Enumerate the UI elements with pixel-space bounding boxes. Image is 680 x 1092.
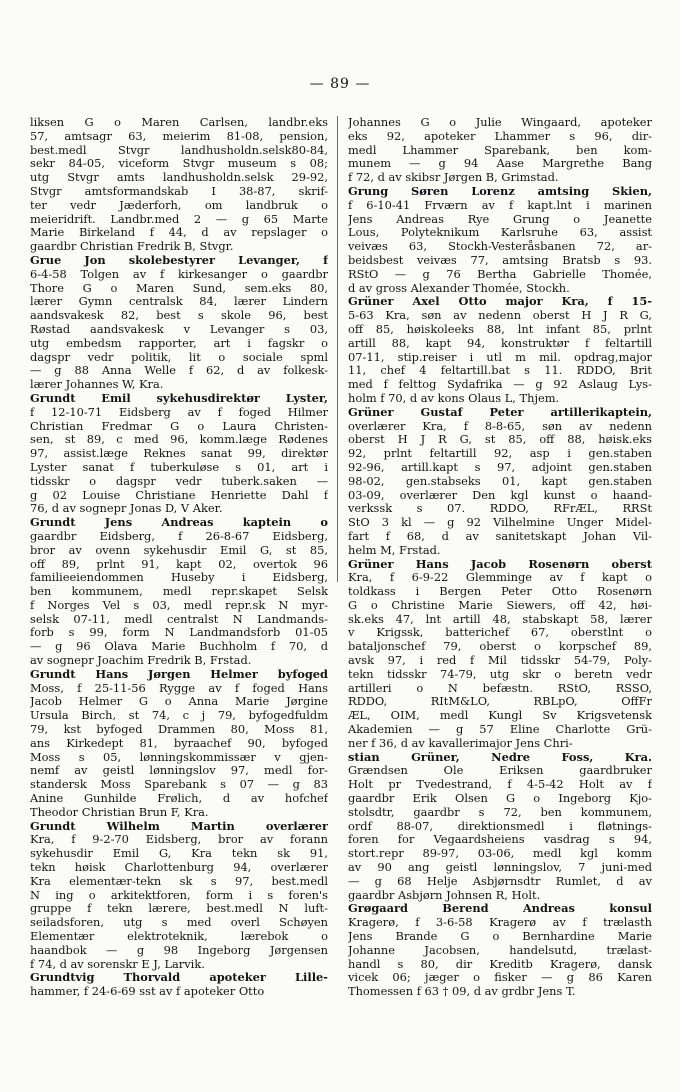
text-line: Holt pr Tvedestrand, f 4-5-42 Holt av f xyxy=(348,778,652,792)
text-line: bataljonschef 79, oberst o korpschef 89, xyxy=(348,640,652,654)
text-line: 92, prlnt feltartill 92, asp i gen.staben xyxy=(348,447,652,461)
text-line: Grundt Emil sykehusdirektør Lyster, xyxy=(30,391,328,405)
text-line: — g 88 Anna Welle f 62, d av folkesk- xyxy=(30,364,328,378)
text-line: ans Kirkedept 81, byraachef 90, byfoged xyxy=(30,736,328,750)
text-line: ordf 88-07, direktionsmedl i fløtnings- xyxy=(348,819,652,833)
text-line: Lous, Polyteknikum Karlsruhe 63, assist xyxy=(348,226,652,240)
text-line: G o Christine Marie Siewers, off 42, høi- xyxy=(348,598,652,612)
text-line: Elementær elektroteknik, lærebok o xyxy=(30,930,328,944)
text-line: f 6-10-41 Frværn av f kapt.lnt i marinen xyxy=(348,198,652,212)
text-line: handl s 80, dir Kreditb Kragerø, dansk xyxy=(348,957,652,971)
text-line: vicek 06; jæger o fisker — g 86 Karen xyxy=(348,971,652,985)
text-line: Thore G o Maren Sund, sem.eks 80, xyxy=(30,281,328,295)
text-line: N ing o arkitektforen, form i s foren's xyxy=(30,888,328,902)
text-line: Kra, f 9-2-70 Eidsberg, bror av forann xyxy=(30,833,328,847)
text-line: stolsdtr, gaardbr s 72, ben kommunem, xyxy=(348,805,652,819)
column-divider xyxy=(337,116,338,582)
text-line: Christian Fredmar G o Laura Christen- xyxy=(30,419,328,433)
text-line: f 74, d av sorenskr E J, Larvik. xyxy=(30,957,205,971)
text-line: holm f 70, d av kons Olaus L, Thjem. xyxy=(348,391,560,405)
text-line: Grundtvig Thorvald apoteker Lille- xyxy=(30,971,328,985)
text-line: g 02 Louise Christiane Henriette Dahl f xyxy=(30,488,328,502)
text-line: tekn tidsskr 74-79, utg skr o beretn vedr xyxy=(348,667,652,681)
text-line: Grøgaard Berend Andreas konsul xyxy=(348,902,652,916)
text-line: veivæs 63, Stockh-Vesteråsbanen 72, ar- xyxy=(348,240,652,254)
text-line: 76, d av sognepr Jonas D, V Aker. xyxy=(30,502,223,516)
text-line: tidsskr o dagspr vedr tuberk.saken — xyxy=(30,474,328,488)
text-line: off 85, høiskoleeks 88, lnt infant 85, prlnt xyxy=(348,322,652,336)
text-line: bror av ovenn sykehusdir Emil G, st 85, xyxy=(30,543,328,557)
text-line: gaardbr Eidsberg, f 26-8-67 Eidsberg, xyxy=(30,529,328,543)
text-line: ben kommunem, medl repr.skapet Selsk xyxy=(30,585,328,599)
text-line: Marie Birkeland f 44, d av repslager o xyxy=(30,226,328,240)
text-line: verkssk s 07. RDDO, RFrÆL, RRSt xyxy=(348,502,652,516)
text-line: v Krigssk, batterichef 67, oberstlnt o xyxy=(348,626,652,640)
text-line: helm M, Frstad. xyxy=(348,543,441,557)
text-line: overlærer Kra, f 8-8-65, søn av nedenn xyxy=(348,419,652,433)
text-line: standersk Moss Sparebank s 07 — g 83 xyxy=(30,778,328,792)
text-line: utg Stvgr amts landhusholdn.selsk 29-92, xyxy=(30,171,328,185)
text-line: sekr 84-05, viceform Stvgr museum s 08; xyxy=(30,157,328,171)
text-line: av 90 ang geistl lønningslov, 7 juni-med xyxy=(348,861,652,875)
text-line: eks 92, apoteker Lhammer s 96, dir- xyxy=(348,129,652,143)
text-line: 98-02, gen.stabseks 01, kapt gen.staben xyxy=(348,474,652,488)
text-line: Kra elementær-tekn sk s 97, best.medl xyxy=(30,874,328,888)
text-line: Moss s 05, lønningskommissær v gjen- xyxy=(30,750,328,764)
text-line: meieridrift. Landbr.med 2 — g 65 Marte xyxy=(30,212,328,226)
text-line: — g 96 Olava Marie Buchholm f 70, d xyxy=(30,640,328,654)
text-line: nemf av geistl lønningslov 97, medl for- xyxy=(30,764,328,778)
text-line: gaardbr Asbjørn Johnsen R, Holt. xyxy=(348,888,541,902)
text-line: gruppe f tekn lærere, best.medl N luft- xyxy=(30,902,328,916)
text-line: Kra, f 6-9-22 Glemminge av f kapt o xyxy=(348,571,652,585)
text-line: Thomessen f 63 † 09, d av grdbr Jens T. xyxy=(348,985,576,999)
text-line: 5-63 Kra, søn av nedenn oberst H J R G, xyxy=(348,309,652,323)
text-line: ter vedr Jæderforh, om landbruk o xyxy=(30,198,328,212)
text-line: Grundt Wilhelm Martin overlærer xyxy=(30,819,328,833)
text-line: 6-4-58 Tolgen av f kirkesanger o gaardbr xyxy=(30,267,328,281)
text-line: toldkass i Bergen Peter Otto Rosenørn xyxy=(348,585,652,599)
text-line: Akademien — g 57 Eline Charlotte Grü- xyxy=(348,723,652,737)
text-line: fart f 68, d av sanitetskapt Johan Vil- xyxy=(348,529,652,543)
text-line: Johanne Jacobsen, handelsutd, trælast- xyxy=(348,943,652,957)
text-line: med f felttog Sydafrika — g 92 Aslaug Lys- xyxy=(348,378,652,392)
text-line: oberst H J R G, st 85, off 88, høisk.eks xyxy=(348,433,652,447)
text-line: selsk 07-11, medl centralst N Landmands- xyxy=(30,612,328,626)
text-line: Grung Søren Lorenz amtsing Skien, xyxy=(348,184,652,198)
left-column xyxy=(30,116,328,1076)
text-line: Jens Andreas Rye Grung o Jeanette xyxy=(348,212,652,226)
text-line: beidsbest veivæs 77, amtsing Bratsb s 93. xyxy=(348,253,652,267)
text-line: Grüner Hans Jacob Rosenørn oberst xyxy=(348,557,652,571)
text-line: 03-09, overlærer Den kgl kunst o haand- xyxy=(348,488,652,502)
text-line: seiladsforen, utg s med overl Schøyen xyxy=(30,916,328,930)
text-line: Lyster sanat f tuberkuløse s 01, art i xyxy=(30,460,328,474)
text-line: lærer Gymn centralsk 84, lærer Lindern xyxy=(30,295,328,309)
text-line: 11, chef 4 feltartill.bat s 11. RDDO, Brit xyxy=(348,364,652,378)
text-line: liksen G o Maren Carlsen, landbr.eks xyxy=(30,116,328,129)
text-line: StO 3 kl — g 92 Vilhelmine Unger Midel- xyxy=(348,516,652,530)
text-line: hammer, f 24-6-69 sst av f apoteker Otto xyxy=(30,985,265,999)
text-line: sykehusdir Emil G, Kra tekn sk 91, xyxy=(30,847,328,861)
text-line: Grundt Jens Andreas kaptein o xyxy=(30,516,328,530)
text-line: medl Lhammer Sparebank, ben kom- xyxy=(348,143,652,157)
text-line: Moss, f 25-11-56 Rygge av f foged Hans xyxy=(30,681,328,695)
text-line: Jacob Helmer G o Anna Marie Jørgine xyxy=(30,695,328,709)
text-line: Grüner Gustaf Peter artillerikaptein, xyxy=(348,405,652,419)
text-line: munem — g 94 Aase Margrethe Bang xyxy=(348,157,652,171)
text-line: Ursula Birch, st 74, c j 79, byfogedfuldm xyxy=(30,709,328,723)
text-line: 92-96, artill.kapt s 97, adjoint gen.staben xyxy=(348,460,652,474)
text-line: Johannes G o Julie Wingaard, apoteker xyxy=(348,116,652,129)
text-line: lærer Johannes W, Kra. xyxy=(30,378,164,392)
text-line: ÆL, OIM, medl Kungl Sv Krigsvetensk xyxy=(348,709,652,723)
text-line: d av gross Alexander Thomée, Stockh. xyxy=(348,281,570,295)
text-line: av sognepr Joachim Fredrik B, Frstad. xyxy=(30,654,252,668)
text-line: Stvgr amtsformandskab I 38-87, skrif- xyxy=(30,184,328,198)
text-line: 79, kst byfoged Drammen 80, Moss 81, xyxy=(30,723,328,737)
text-line: 07-11, stip.reiser i utl m mil. opdrag,major xyxy=(348,350,652,364)
text-line: off 89, prlnt 91, kapt 02, overtok 96 xyxy=(30,557,328,571)
text-line: Anine Gunhilde Frølich, d av hofchef xyxy=(30,792,328,806)
text-line: aandsvakesk 82, best s skole 96, best xyxy=(30,309,328,323)
right-column xyxy=(348,116,652,1076)
text-line: gaardbr Christian Fredrik B, Stvgr. xyxy=(30,240,234,254)
text-line: Grundt Hans Jørgen Helmer byfoged xyxy=(30,667,328,681)
page-number: — 89 — xyxy=(309,76,371,92)
text-line: Røstad aandsvakesk v Levanger s 03, xyxy=(30,322,328,336)
text-line: Grændsen Ole Eriksen gaardbruker xyxy=(348,764,652,778)
text-line: sen, st 89, c med 96, komm.læge Rødenes xyxy=(30,433,328,447)
text-line: Grüner Axel Otto major Kra, f 15- xyxy=(348,295,652,309)
text-line: RStO — g 76 Bertha Gabrielle Thomée, xyxy=(348,267,652,281)
text-line: sk.eks 47, lnt artill 48, stabskapt 58, lærer xyxy=(348,612,652,626)
text-line: gaardbr Erik Olsen G o Ingeborg Kjo- xyxy=(348,792,652,806)
text-line: stian Grüner, Nedre Foss, Kra. xyxy=(348,750,652,764)
text-line: ner f 36, d av kavallerimajor Jens Chri- xyxy=(348,736,573,750)
text-line: f 72, d av skibsr Jørgen B, Grimstad. xyxy=(348,171,559,185)
text-line: 57, amtsagr 63, meierim 81-08, pension, xyxy=(30,129,328,143)
text-line: tekn høisk Charlottenburg 94, overlærer xyxy=(30,861,328,875)
text-line: Kragerø, f 3-6-58 Kragerø av f trælasth xyxy=(348,916,652,930)
text-line: RDDO, RItM&LO, RBLpO, OffFr xyxy=(348,695,652,709)
text-line: utg embedsm rapporter, art i fagskr o xyxy=(30,336,328,350)
text-line: familieeiendommen Huseby i Eidsberg, xyxy=(30,571,328,585)
text-line: haandbok — g 98 Ingeborg Jørgensen xyxy=(30,943,328,957)
text-line: Theodor Christian Brun F, Kra. xyxy=(30,805,209,819)
text-line: f 12-10-71 Eidsberg av f foged Hilmer xyxy=(30,405,328,419)
text-line: — g 68 Helje Asbjørnsdtr Rumlet, d av xyxy=(348,874,652,888)
text-line: forb s 99, form N Landmandsforb 01-05 xyxy=(30,626,328,640)
text-line: f Norges Vel s 03, medl repr.sk N myr- xyxy=(30,598,328,612)
text-line: avsk 97, i red f Mil tidsskr 54-79, Poly- xyxy=(348,654,652,668)
text-line: artill 88, kapt 94, konstruktør f feltartill xyxy=(348,336,652,350)
text-line: Grue Jon skolebestyrer Levanger, f xyxy=(30,253,328,267)
text-line: 97, assist.læge Reknes sanat 99, direktør xyxy=(30,447,328,461)
text-line: dagspr vedr politik, lit o sociale spml xyxy=(30,350,328,364)
text-line: foren for Vegaardsheiens vasdrag s 94, xyxy=(348,833,652,847)
text-line: artilleri o N befæstn. RStO, RSSO, xyxy=(348,681,652,695)
text-line: best.medl Stvgr landhusholdn.selsk80-84, xyxy=(30,143,328,157)
text-line: stort.repr 89-97, 03-06, medl kgl komm xyxy=(348,847,652,861)
text-line: Jens Brande G o Bernhardine Marie xyxy=(348,930,652,944)
